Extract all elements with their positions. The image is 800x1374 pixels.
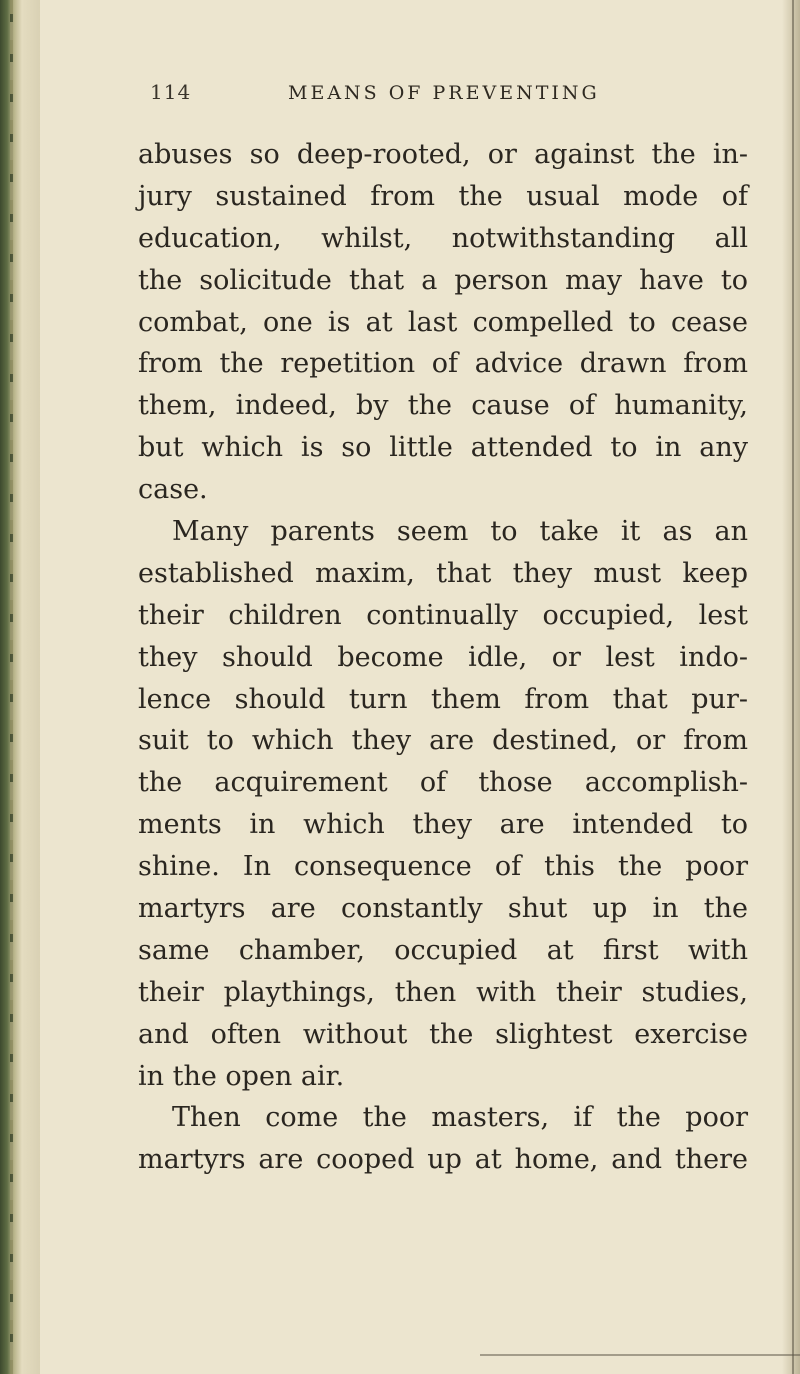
text-line: from the repetition of advice drawn from: [138, 348, 748, 380]
text-line: education, whilst, notwithstanding all: [138, 222, 748, 254]
text-line: Then come the masters, if the poor: [172, 1102, 748, 1134]
text-line: lence should turn them from that pur-: [138, 683, 748, 715]
text-line: same chamber, occupied at first with: [138, 934, 748, 966]
book-binding: [0, 0, 40, 1374]
binding-stitching: [10, 0, 13, 1374]
body-text: [138, 134, 748, 1181]
text-line: established maxim, that they must keep: [138, 557, 748, 589]
page-edge-rule: [792, 0, 794, 1374]
text-line: the solicitude that a person may have to: [138, 264, 748, 296]
page-number: 114: [150, 80, 192, 104]
text-line: in the open air.: [138, 1060, 345, 1092]
text-line: they should become idle, or lest indo-: [138, 641, 748, 673]
text-line: their playthings, then with their studies,: [138, 976, 748, 1008]
page-bottom-rule: [480, 1354, 800, 1356]
text-line: Many parents seem to take it as an: [172, 516, 748, 548]
text-line: ments in which they are intended to: [138, 809, 748, 841]
text-line: them, indeed, by the cause of humanity,: [138, 390, 748, 422]
text-line: jury sustained from the usual mode of: [138, 180, 748, 212]
text-line: the acquirement of those accomplish-: [138, 767, 748, 799]
text-line: their children continually occupied, lest: [138, 599, 748, 631]
page-edge: [782, 0, 800, 1374]
text-line: shine. In consequence of this the poor: [138, 851, 748, 883]
text-line: suit to which they are destined, or from: [138, 725, 748, 757]
text-line: case.: [138, 474, 208, 506]
text-line: and often without the slightest exercise: [138, 1018, 748, 1050]
page-header: [150, 80, 730, 110]
text-line: but which is so little attended to in any: [138, 432, 748, 464]
text-line: abuses so deep-rooted, or against the in-: [138, 139, 748, 170]
text-line: martyrs are cooped up at home, and there: [138, 1144, 748, 1176]
text-line: martyrs are constantly shut up in the: [138, 893, 748, 925]
running-head: MEANS OF PREVENTING: [288, 82, 600, 104]
text-line: combat, one is at last compelled to cease: [138, 306, 748, 338]
